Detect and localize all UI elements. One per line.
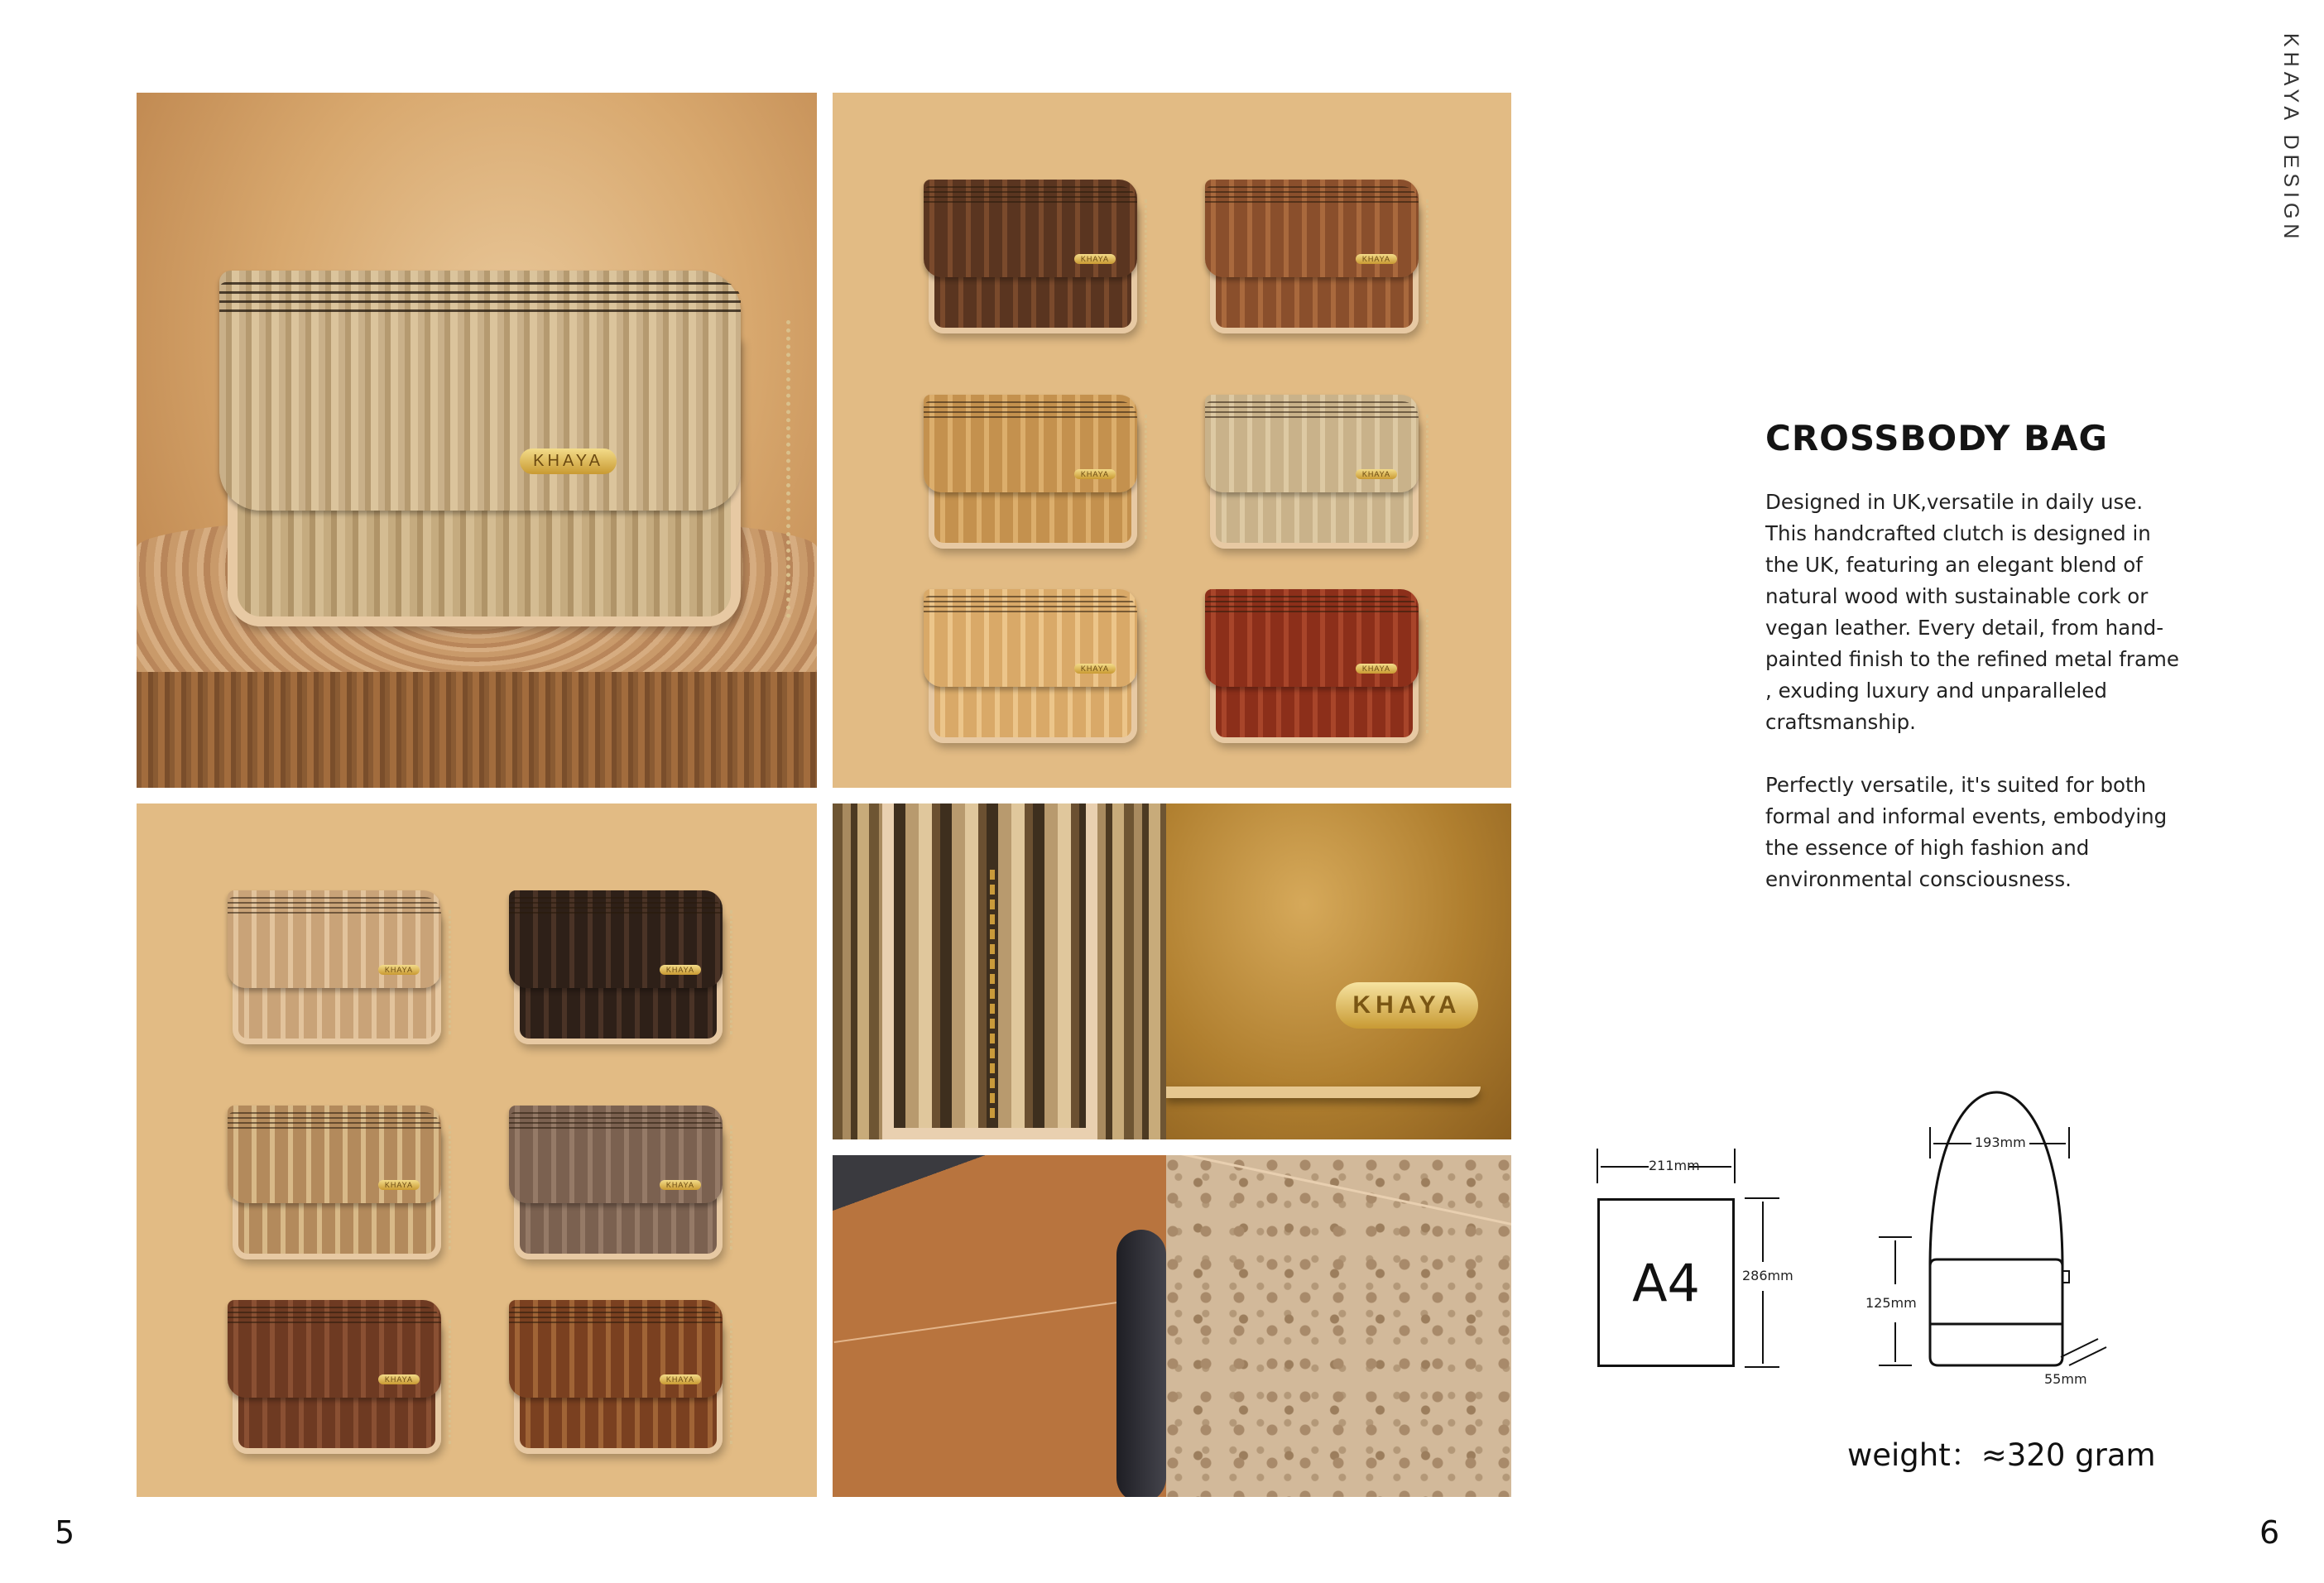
bottom-bag-ebony (509, 890, 732, 1048)
hero-bag-badge: KHAYA (520, 449, 617, 474)
bag-stripes (509, 897, 723, 914)
clasp-chain (990, 870, 1023, 1118)
detail-leather-photo (833, 1155, 1166, 1497)
bag-stripes (1205, 401, 1419, 418)
detail-logo-photo (1166, 803, 1511, 1139)
bag-chain (1417, 199, 1428, 324)
description-paragraph-2: Perfectly versatile, it's suited for both formal and informal events, embodying the essence of high fashion and environmental consciousness. (1765, 773, 2168, 891)
bottom-bag-lacewood (509, 1300, 732, 1457)
product-description (1765, 487, 2179, 927)
top-bag-walnut (924, 180, 1147, 337)
bottom-bag-zebrano (228, 1106, 451, 1263)
page-number-right: 6 (2259, 1514, 2280, 1551)
tree-stump-bark (137, 672, 817, 788)
bag-chain (439, 910, 451, 1034)
hero-bag-stripes (219, 282, 741, 319)
weight-label: weight：≈320 gram (1847, 1437, 2156, 1473)
bag-badge: KHAYA (1074, 469, 1116, 479)
bottom-bag-mahogany (228, 1300, 451, 1457)
bag-badge: KHAYA (378, 1180, 420, 1190)
bag-badge: KHAYA (660, 965, 701, 975)
khaya-logo-badge: KHAYA (1336, 982, 1478, 1029)
top-bag-ash (1205, 395, 1428, 552)
bag-stripes (228, 1307, 441, 1323)
bag-chain (721, 1125, 732, 1250)
bag-badge: KHAYA (1356, 469, 1397, 479)
bag-chain (1136, 609, 1147, 733)
bag-badge: KHAYA (1356, 664, 1397, 674)
detail-clasp-photo (833, 803, 1166, 1139)
bag-width-label: 193mm (1975, 1134, 2026, 1150)
bag-badge: KHAYA (660, 1180, 701, 1190)
a4-width-label: 211mm (1649, 1158, 1700, 1173)
description-paragraph-1: Designed in UK,versatile in daily use. This handcrafted clutch is designed in the UK, featuring an elegant blend of natural wood with sustainable cork or vegan leather. Every detail, from hand-painted finish to the refined metal frame , exuding luxury and unparalleled craftsmanship. (1765, 490, 2179, 734)
bag-chain (721, 910, 732, 1034)
swatch-grid-top (833, 93, 1511, 788)
brand-side-label: KHAYA DESIGN (2279, 33, 2302, 244)
bag-stripes (228, 897, 441, 914)
top-bag-padauk (1205, 589, 1428, 746)
detail-cork-photo (1166, 1155, 1511, 1497)
bag-stripes (1205, 596, 1419, 612)
bag-badge: KHAYA (378, 1374, 420, 1384)
a4-height-label: 286mm (1742, 1268, 1793, 1283)
cork-seam (1169, 1155, 1511, 1229)
hero-bag-chain (757, 320, 790, 618)
bag-stripes (1205, 186, 1419, 203)
bag-badge: KHAYA (660, 1374, 701, 1384)
bag-chain (721, 1320, 732, 1444)
bag-chain (439, 1125, 451, 1250)
bag-stripes (924, 401, 1137, 418)
product-title: CROSSBODY BAG (1765, 418, 2109, 458)
bag-badge: KHAYA (1074, 664, 1116, 674)
page-number-left: 5 (55, 1514, 75, 1551)
bag-badge: KHAYA (378, 965, 420, 975)
flap-edge (1166, 1087, 1481, 1098)
bag-stripes (924, 596, 1137, 612)
a4-reference-box: A4 (1597, 1198, 1735, 1367)
leather-seam (834, 1300, 1130, 1343)
bag-chain (1136, 415, 1147, 539)
bag-chain (1136, 199, 1147, 324)
bag-chain (1417, 609, 1428, 733)
top-bag-olive (924, 589, 1147, 746)
top-bag-rosewood (1205, 180, 1428, 337)
bag-stripes (228, 1112, 441, 1129)
bag-badge: KHAYA (1356, 254, 1397, 264)
bottom-bag-olive-ash (228, 890, 451, 1048)
bag-chain (1417, 415, 1428, 539)
bag-stripes (924, 186, 1137, 203)
bag-stripes (509, 1112, 723, 1129)
swatch-grid-bottom (137, 803, 817, 1497)
hero-bag (219, 271, 757, 635)
leather-roll-edge (1116, 1230, 1166, 1497)
bag-badge: KHAYA (1074, 254, 1116, 264)
bag-stripes (509, 1307, 723, 1323)
bag-depth-label: 55mm (2044, 1371, 2087, 1387)
bag-chain (439, 1320, 451, 1444)
top-bag-oak (924, 395, 1147, 552)
bottom-bag-smoked-walnut (509, 1106, 732, 1263)
hero-photo (137, 93, 817, 788)
bag-height-label: 125mm (1865, 1295, 1917, 1311)
